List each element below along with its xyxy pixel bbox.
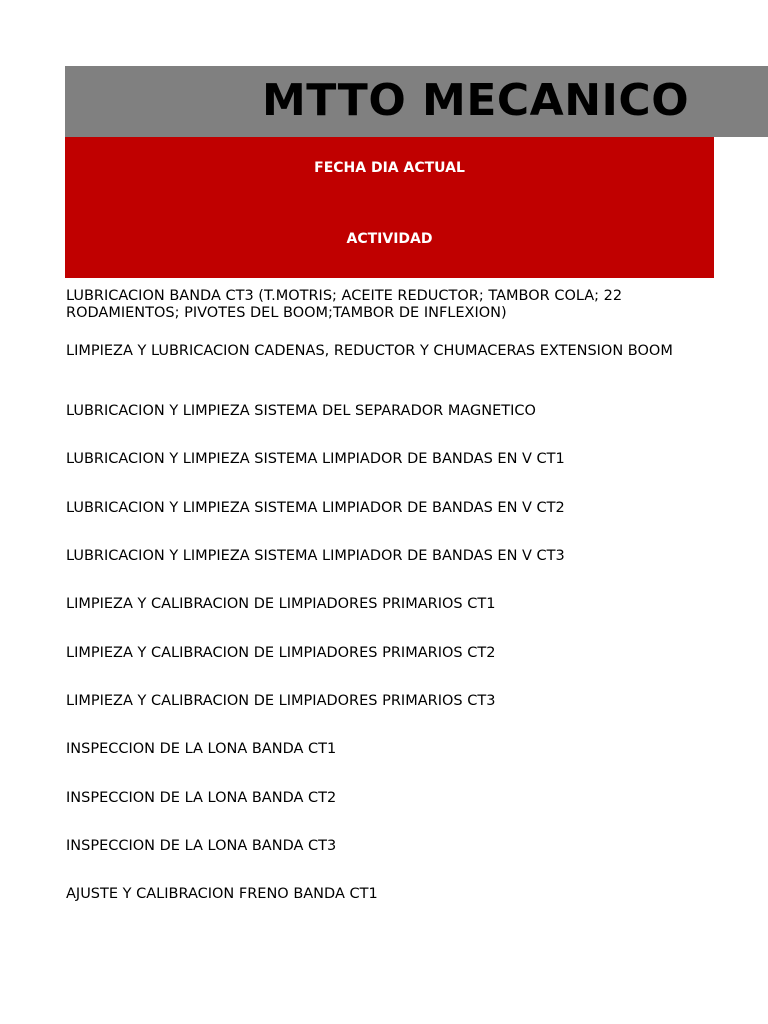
header-block bbox=[65, 137, 714, 278]
activity-item: LUBRICACION Y LIMPIEZA SISTEMA DEL SEPARADOR MAGNETICO bbox=[66, 403, 536, 419]
activity-item: LUBRICACION Y LIMPIEZA SISTEMA LIMPIADOR DE BANDAS EN V CT3 bbox=[66, 548, 565, 564]
page-title: MTTO MECANICO bbox=[262, 75, 690, 126]
activity-item: INSPECCION DE LA LONA BANDA CT3 bbox=[66, 838, 337, 854]
activity-item: LIMPIEZA Y CALIBRACION DE LIMPIADORES PRIMARIOS CT1 bbox=[66, 596, 496, 612]
activity-item: INSPECCION DE LA LONA BANDA CT1 bbox=[66, 741, 337, 757]
activity-item: LIMPIEZA Y LUBRICACION CADENAS, REDUCTOR Y CHUMACERAS EXTENSION BOOM bbox=[66, 343, 673, 359]
activity-item: LUBRICACION Y LIMPIEZA SISTEMA LIMPIADOR DE BANDAS EN V CT1 bbox=[66, 451, 565, 467]
activity-item: LUBRICACION BANDA CT3 (T.MOTRIS; ACEITE REDUCTOR; TAMBOR COLA; 22 RODAMIENTOS; PIVOTES DEL BOOM;TAMBOR DE INFLEXION) bbox=[66, 288, 623, 321]
activity-column-label: ACTIVIDAD bbox=[346, 231, 433, 247]
activity-item: INSPECCION DE LA LONA BANDA CT2 bbox=[66, 790, 337, 806]
activity-item: LIMPIEZA Y CALIBRACION DE LIMPIADORES PRIMARIOS CT2 bbox=[66, 645, 496, 661]
activity-item: LIMPIEZA Y CALIBRACION DE LIMPIADORES PRIMARIOS CT3 bbox=[66, 693, 496, 709]
activity-item: AJUSTE Y CALIBRACION FRENO BANDA CT1 bbox=[66, 886, 378, 902]
date-label: FECHA DIA ACTUAL bbox=[314, 160, 465, 176]
activity-item: LUBRICACION Y LIMPIEZA SISTEMA LIMPIADOR DE BANDAS EN V CT2 bbox=[66, 500, 565, 516]
